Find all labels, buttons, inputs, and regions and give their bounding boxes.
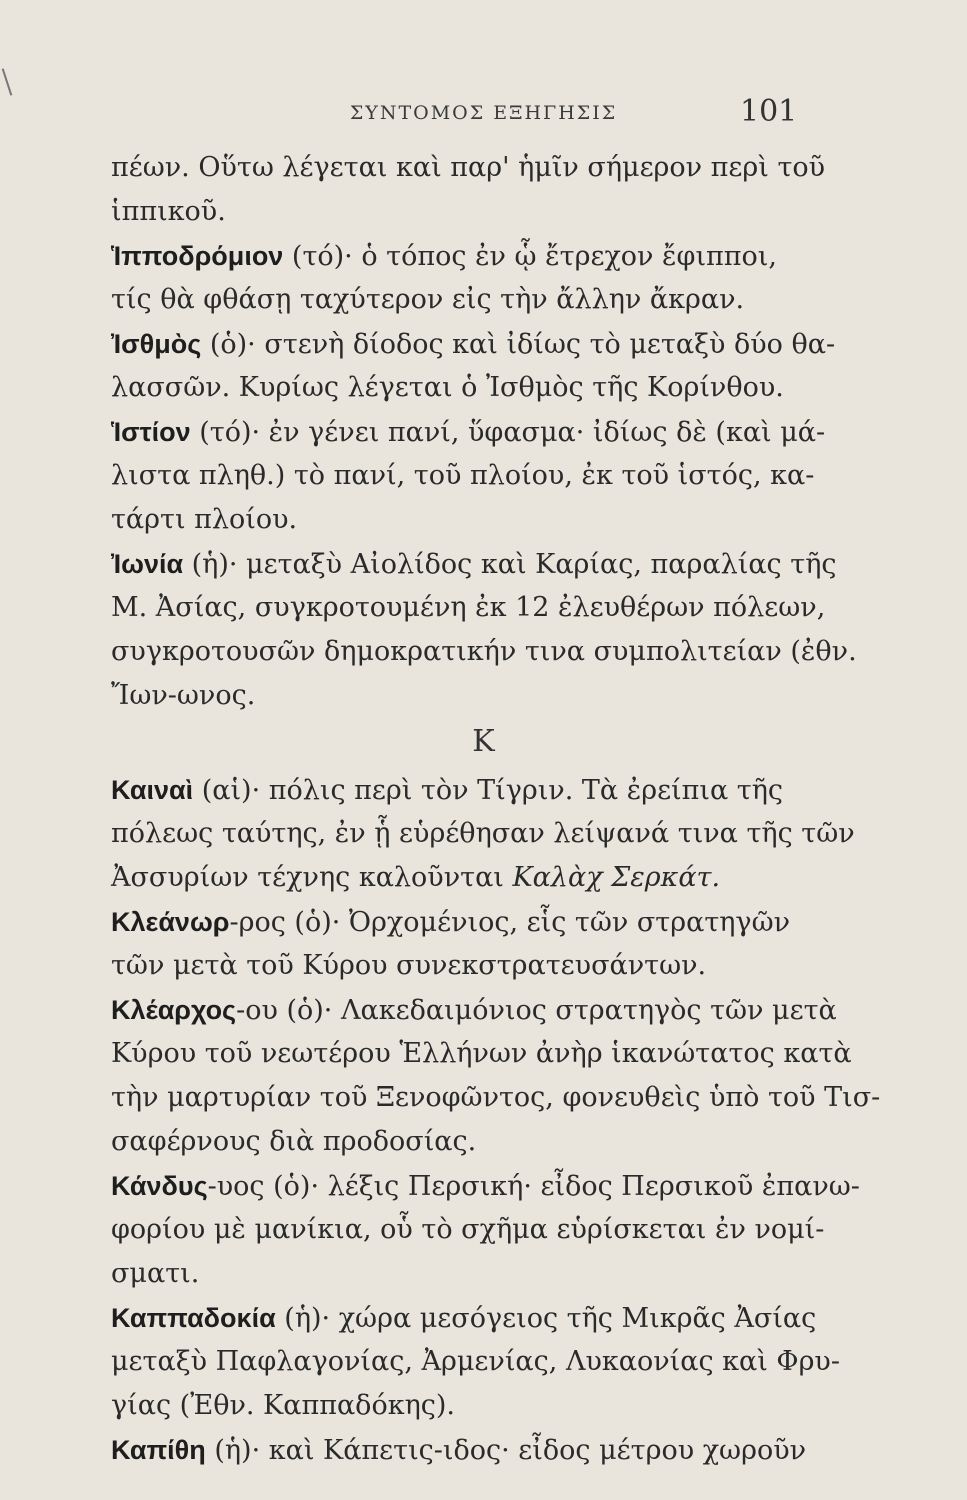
text-line: τίς θὰ φθάσῃ ταχύτερον εἰς τὴν ἄλλην ἄκραν. bbox=[111, 284, 745, 315]
dictionary-entry bbox=[111, 992, 837, 1029]
entry-text: (τό)· ἐν γένει πανί, ὕφασμα· ἰδίως δὲ (καὶ μά- bbox=[190, 417, 826, 448]
entry-headword: Ἱπποδρόμιον bbox=[111, 241, 284, 271]
dictionary-entry bbox=[111, 1432, 806, 1469]
text-run: Ἀσσυρίων τέχνης καλοῦνται bbox=[111, 862, 513, 893]
entry-text: (ὁ)· στενὴ δίοδος καὶ ἰδίως τὸ μεταξὺ δύο θα- bbox=[201, 329, 836, 360]
text-line: λιστα πληθ.) τὸ πανί, τοῦ πλοίου, ἐκ τοῦ ἱστός, κα- bbox=[111, 460, 815, 491]
text-line: γίας (Ἐθν. Καππαδόκης). bbox=[111, 1390, 455, 1421]
entry-headword: Ἰωνία bbox=[111, 549, 184, 579]
text-line: τῶν μετὰ τοῦ Κύρου συνεκστρατευσάντων. bbox=[111, 950, 707, 981]
entry-text: -υος (ὁ)· λέξις Περσική· εἶδος Περσικοῦ ἐπανω- bbox=[207, 1171, 860, 1202]
entry-headword: Ἱστίον bbox=[111, 417, 191, 447]
entry-text: -ου (ὁ)· Λακεδαιμόνιος στρατηγὸς τῶν μετὰ bbox=[236, 995, 837, 1026]
dictionary-entry bbox=[111, 904, 790, 941]
entry-text: -ρος (ὁ)· Ὀρχομένιος, εἷς τῶν στρατηγῶν bbox=[229, 907, 790, 938]
entry-text: (τό)· ὁ τόπος ἐν ᾧ ἔτρεχον ἔφιπποι, bbox=[283, 241, 777, 272]
dictionary-entry bbox=[111, 1300, 816, 1337]
dictionary-entry bbox=[111, 414, 825, 451]
page-number: 101 bbox=[740, 94, 798, 129]
text-line: σαφέρνους διὰ προδοσίας. bbox=[111, 1126, 477, 1157]
text-line: σματι. bbox=[111, 1258, 200, 1289]
entry-headword: Κάνδυς bbox=[111, 1171, 208, 1201]
text-line: ἱππικοῦ. bbox=[111, 196, 226, 227]
text-line: πόλεως ταύτης, ἐν ᾗ εὑρέθησαν λείψανά τινα τῆς τῶν bbox=[111, 818, 855, 849]
entry-text: (ἡ)· μεταξὺ Αἰολίδος καὶ Καρίας, παραλίας τῆς bbox=[183, 549, 837, 580]
entry-headword: Καιναὶ bbox=[111, 775, 194, 805]
text-line: μεταξὺ Παφλαγονίας, Ἀρμενίας, Λυκαονίας καὶ Φρυ- bbox=[111, 1346, 840, 1377]
entry-text: (αἱ)· πόλις περὶ τὸν Τίγριν. Τὰ ἐρείπια τῆς bbox=[193, 775, 784, 806]
text-line: τάρτι πλοίου. bbox=[111, 504, 298, 535]
entry-headword: Καππαδοκία bbox=[111, 1303, 276, 1333]
entry-headword: Κλέαρχος bbox=[111, 995, 237, 1025]
dictionary-entry bbox=[111, 326, 835, 363]
entry-text: (ἡ)· καὶ Κάπετις-ιδος· εἶδος μέτρου χωροῦν bbox=[205, 1435, 807, 1466]
text-line: συγκροτουσῶν δημοκρατικήν τινα συμπολιτείαν (ἐθν. bbox=[111, 636, 857, 667]
text-line: λασσῶν. Κυρίως λέγεται ὁ Ἰσθμὸς τῆς Κορίνθου. bbox=[111, 372, 784, 403]
scan-edge-mark bbox=[2, 68, 13, 95]
text-line: Μ. Ἀσίας, συγκροτουμένη ἐκ 12 ἐλευθέρων πόλεων, bbox=[111, 592, 826, 623]
dictionary-entry bbox=[111, 772, 783, 809]
text-line: πέων. Οὕτω λέγεται καὶ παρ' ἡμῖν σήμερον περὶ τοῦ bbox=[111, 152, 826, 183]
entry-headword: Καπίθη bbox=[111, 1435, 206, 1465]
dictionary-entry bbox=[111, 546, 837, 583]
text-line bbox=[111, 860, 720, 896]
text-line: φορίου μὲ μανίκια, οὗ τὸ σχῆμα εὑρίσκεται ἐν νομί- bbox=[111, 1214, 825, 1245]
italic-term: Καλὰχ Σερκάτ. bbox=[512, 862, 721, 893]
section-letter: Κ bbox=[472, 724, 495, 759]
running-title: ΣΥΝΤΟΜΟΣ ΕΞΗΓΗΣΙΣ bbox=[349, 102, 618, 124]
text-line: Κύρου τοῦ νεωτέρου Ἑλλήνων ἀνὴρ ἱκανώτατος κατὰ bbox=[111, 1038, 852, 1069]
text-line: τὴν μαρτυρίαν τοῦ Ξενοφῶντος, φονευθεὶς ὑπὸ τοῦ Τισ- bbox=[111, 1082, 881, 1113]
text-line: Ἴων-ωνος. bbox=[111, 680, 256, 711]
entry-text: (ἡ)· χώρα μεσόγειος τῆς Μικρᾶς Ἀσίας bbox=[275, 1303, 817, 1334]
dictionary-entry bbox=[111, 1168, 860, 1205]
entry-headword: Ἰσθμὸς bbox=[111, 329, 202, 359]
entry-headword: Κλεάνωρ bbox=[111, 907, 230, 937]
dictionary-entry bbox=[111, 238, 777, 275]
